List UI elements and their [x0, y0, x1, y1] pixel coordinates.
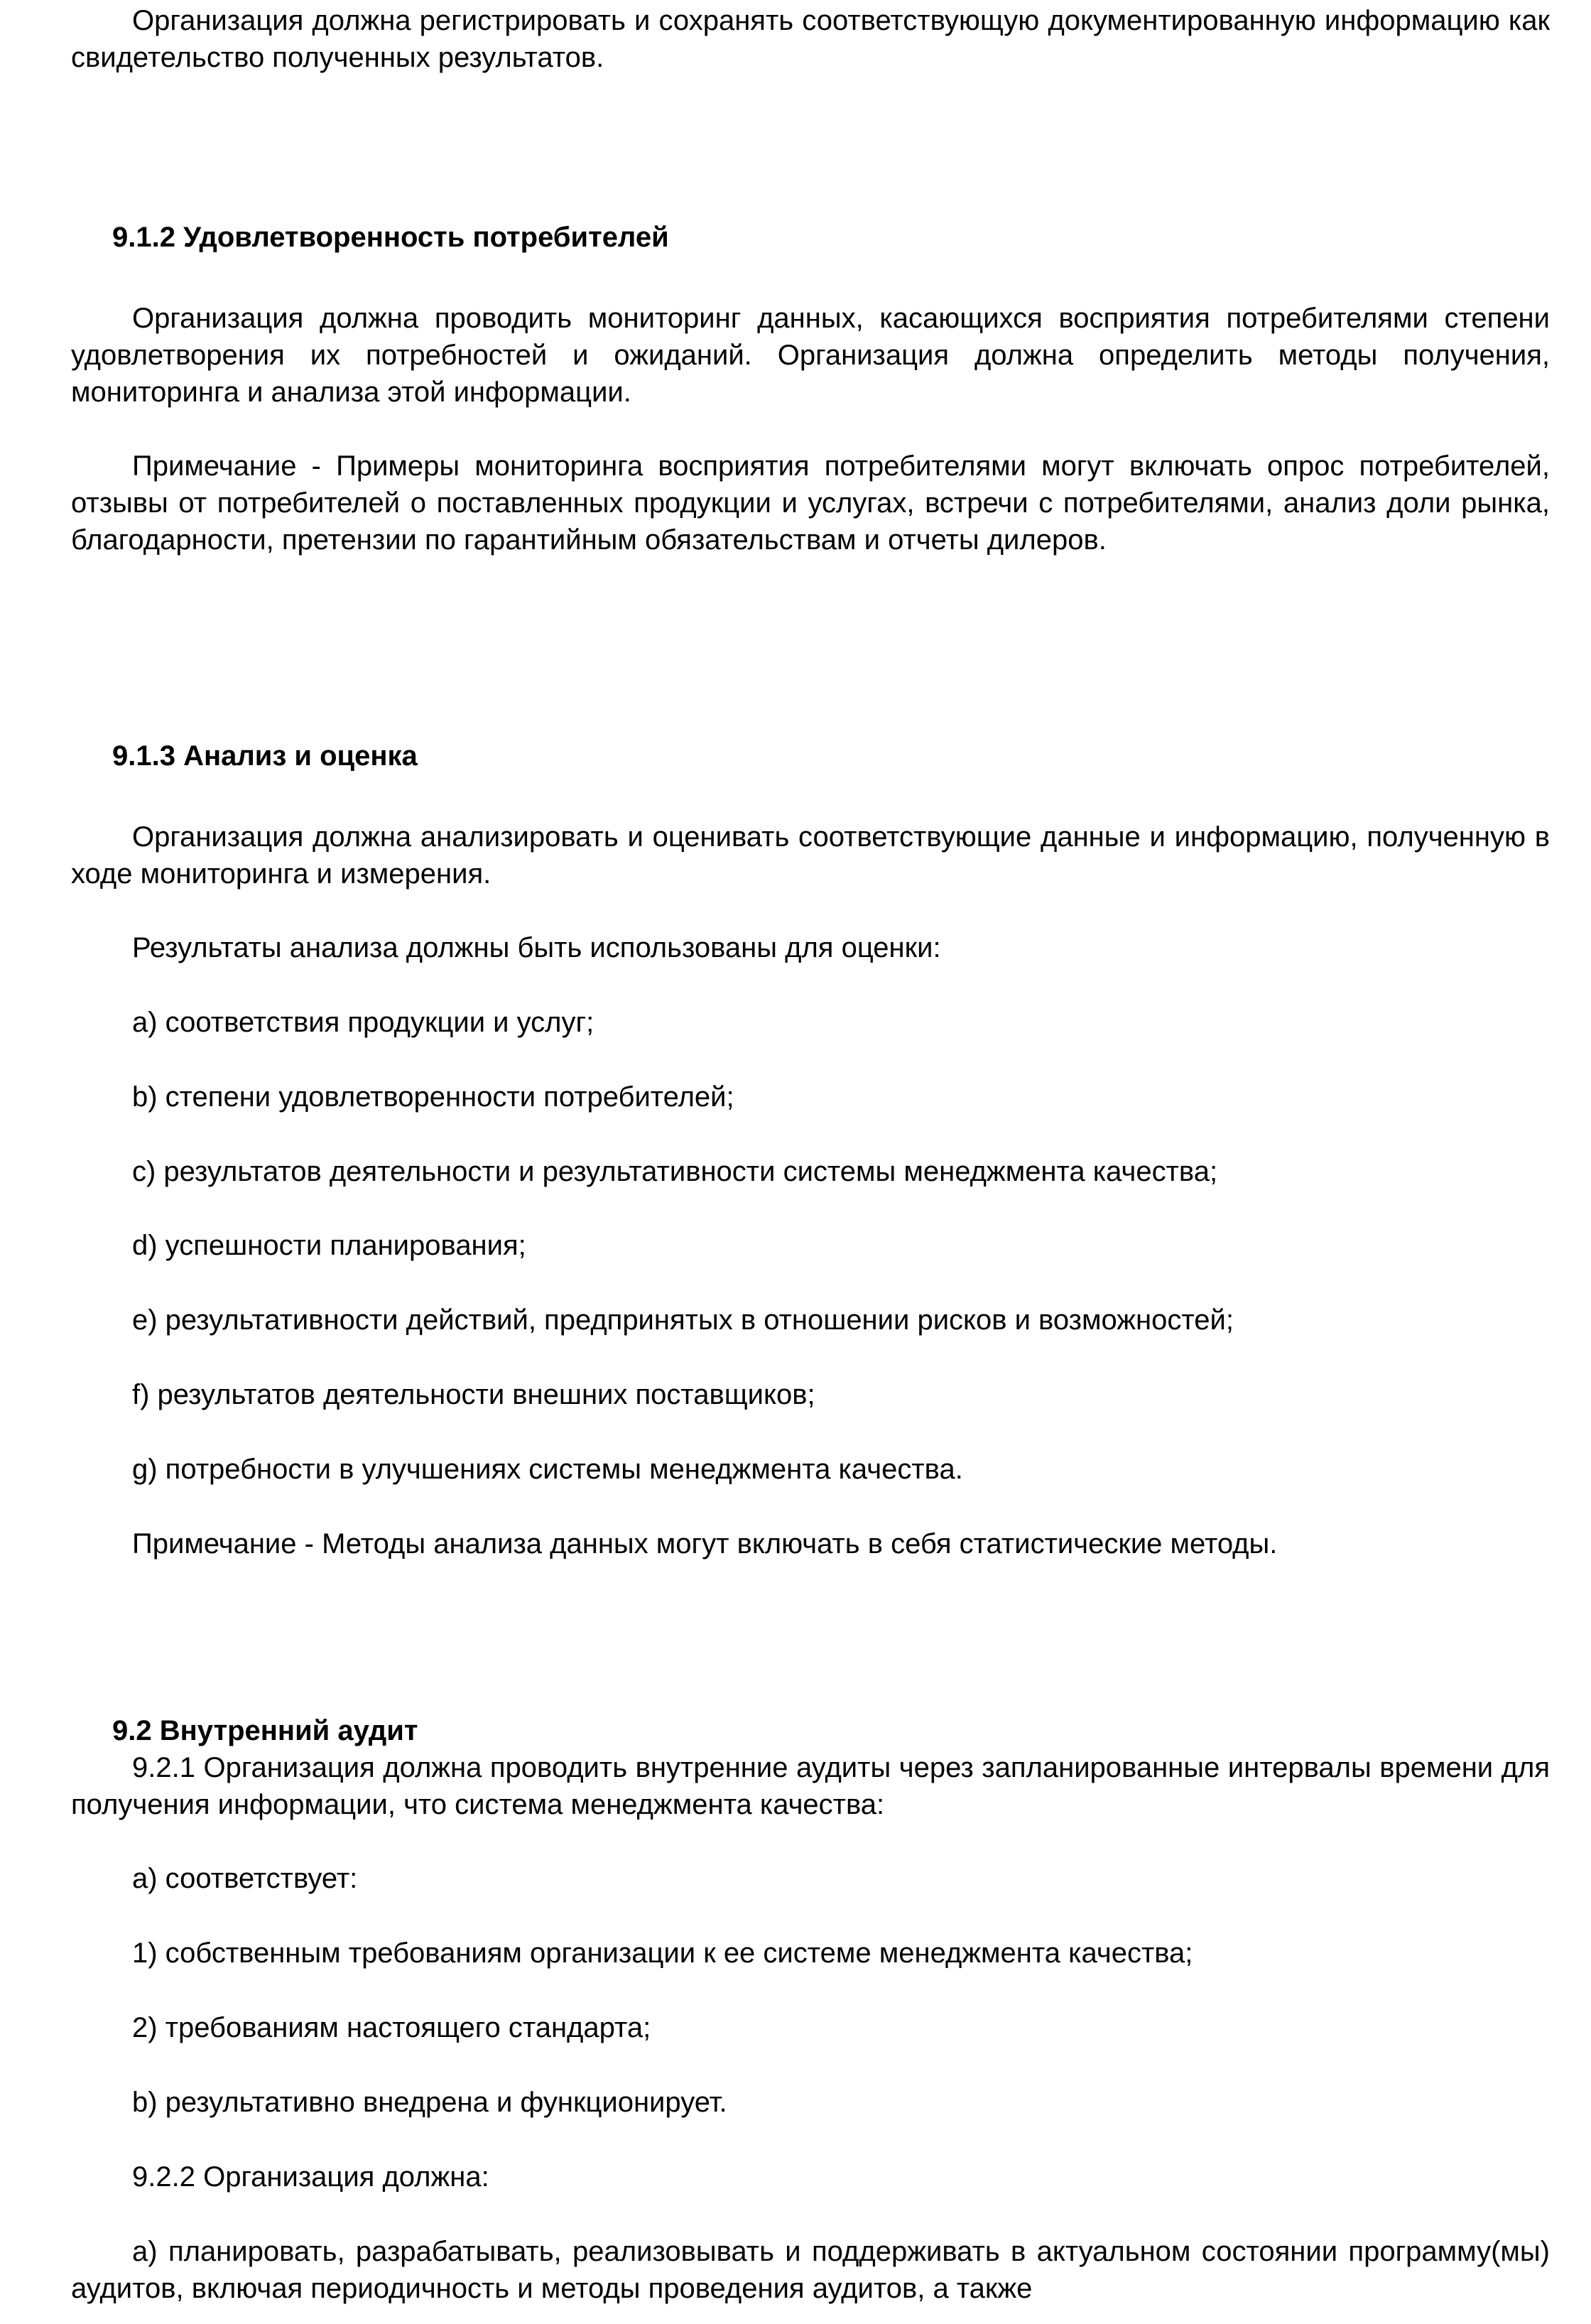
list-item-9-1-3-c: c) результатов деятельности и результативности системы менеджмента качества; — [132, 1156, 1218, 1187]
list-item-9-2-1-a1: 1) собственным требованиям организации к ее системе менеджмента качества; — [132, 1937, 1193, 1969]
list-item-9-1-3-d: d) успешности планирования; — [132, 1230, 526, 1261]
heading-9-2: 9.2 Внутренний аудит — [112, 1715, 418, 1746]
paragraph-9-2-2-a: a) планировать, разрабатывать, реализовывать и поддерживать в актуальном состоянии программу(мы) аудитов, включая периодичность и методы проведения аудитов, а также — [71, 2236, 1550, 2304]
list-item-9-1-3-b: b) степени удовлетворенности потребителей; — [132, 1081, 734, 1113]
list-item-9-1-3-g: g) потребности в улучшениях системы менеджмента качества. — [132, 1454, 963, 1485]
list-item-9-1-3-e: e) результативности действий, предпринятых в отношении рисков и возможностей; — [132, 1304, 1234, 1336]
list-item-9-2-1-b: b) результативно внедрена и функционирует. — [132, 2087, 727, 2118]
paragraph-9-1-3-intro: Результаты анализа должны быть использованы для оценки: — [132, 932, 941, 963]
paragraph-9-2-1: 9.2.1 Организация должна проводить внутренние аудиты через запланированные интервалы времени для получения информации, что система менеджмента качества: — [71, 1752, 1550, 1820]
list-item-9-1-3-a: a) соответствия продукции и услуг; — [132, 1007, 594, 1038]
heading-9-1-3: 9.1.3 Анализ и оценка — [112, 740, 418, 772]
heading-9-1-2: 9.1.2 Удовлетворенность потребителей — [112, 222, 669, 253]
paragraph-9-1-2-text: Организация должна проводить мониторинг данных, касающихся восприятия потребителями степени удовлетворения их потребностей и ожиданий. Организация должна определить методы получения, мониторинга и анализа этой информации. — [71, 303, 1550, 408]
list-item-9-2-1-a: a) соответствует: — [132, 1863, 358, 1894]
paragraph-9-1-3-note: Примечание - Методы анализа данных могут включать в себя статистические методы. — [132, 1528, 1278, 1560]
paragraph-9-1-3-text: Организация должна анализировать и оценивать соответствующие данные и информацию, полученную в ходе мониторинга и измерения. — [71, 821, 1550, 890]
paragraph-results-record: Организация должна регистрировать и сохранять соответствующую документированную информацию как свидетельство полученных результатов. — [71, 5, 1550, 73]
list-item-9-1-3-f: f) результатов деятельности внешних поставщиков; — [132, 1379, 815, 1410]
paragraph-9-2-2: 9.2.2 Организация должна: — [132, 2161, 489, 2193]
paragraph-9-1-2-note: Примечание - Примеры мониторинга восприятия потребителями могут включать опрос потребителей, отзывы от потребителей о поставленных продукции и услугах, встречи с потребителями, анализ доли рынка, благодарности, претензии по гарантийным обязательствам и отчеты дилеров. — [71, 450, 1550, 556]
list-item-9-2-1-a2: 2) требованиям настоящего стандарта; — [132, 2012, 651, 2043]
